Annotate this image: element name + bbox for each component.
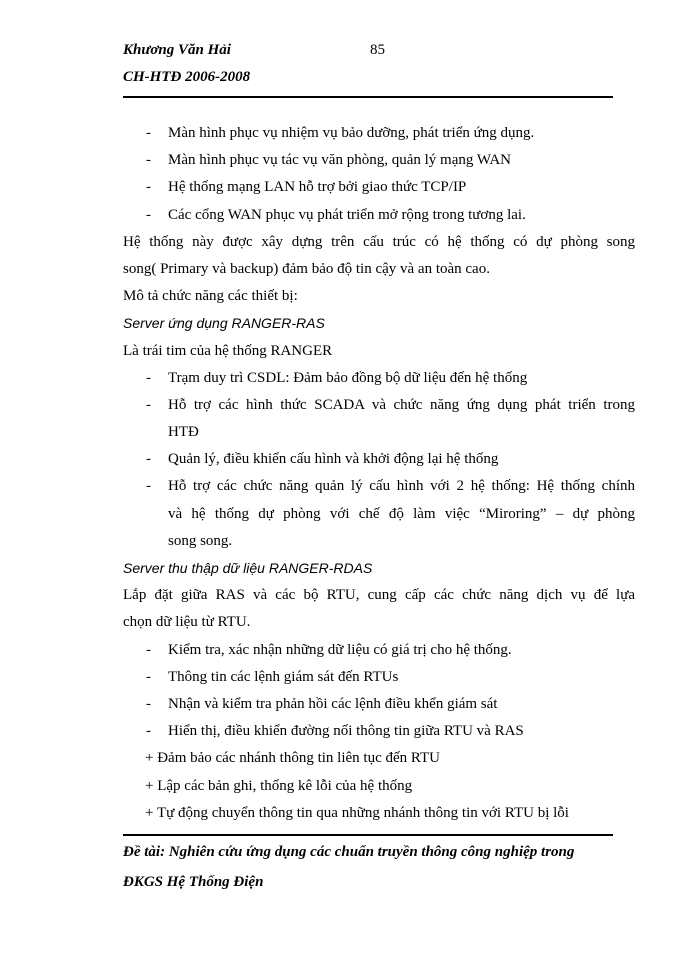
header-course: CH-HTĐ 2006-2008 [123,69,251,85]
paragraph: Mô tả chức năng các thiết bị: [123,288,298,305]
footer-rule [123,834,613,836]
list-item [123,202,635,229]
list-item-text: Hỗ trợ các hình thức SCADA và chức năng ứng dụng phát triển trong [168,396,635,413]
list-item-text: Trạm duy trì CSDL: Đảm bảo đồng bộ dữ liệu đến hệ thống [168,369,528,386]
bullet-dash: - [146,451,151,468]
list-item [123,473,635,500]
bullet-dash: - [146,641,151,658]
list-item-text: Màn hình phục vụ nhiệm vụ bảo dưỡng, phát triển ứng dụng. [168,125,535,141]
list-item [123,147,635,174]
footer [123,837,574,897]
bullet-dash: - [146,369,151,386]
section-title: Server thu thập dữ liệu RANGER-RDAS [123,560,373,576]
paragraph-line: song( Primary và backup) đảm bảo độ tin cậy và an toàn cao. [123,260,490,277]
bullet-dash: - [146,668,151,685]
bullet-dash: - [146,723,151,740]
bullet-dash: - [146,206,151,223]
section-title: Server ứng dụng RANGER-RAS [123,315,325,332]
header-rule [123,96,613,98]
list-item-continuation: HTĐ [168,424,199,441]
list-item [123,365,635,392]
paragraph-line: chọn dữ liệu từ RTU. [123,614,251,631]
page-body [123,120,635,827]
bullet-dash: - [146,179,151,196]
list-item [123,664,635,691]
list-item-text: Hỗ trợ các chức năng quản lý cấu hình với 2 hệ thống: Hệ thống chính [168,478,635,495]
section-intro: Là trái tim của hệ thống RANGER [123,342,333,359]
list-item-continuation: và hệ thống dự phòng với chế độ làm việc “Miroring” – dự phòng [168,505,635,522]
list-item [123,120,635,147]
paragraph-line: Lắp đặt giữa RAS và các bộ RTU, cung cấp các chức năng dịch vụ để lựa [123,587,635,604]
list-item-text: Màn hình phục vụ tác vụ văn phòng, quản lý mạng WAN [168,152,512,169]
list-item-text: Hệ thống mạng LAN hỗ trợ bởi giao thức TCP/IP [168,179,467,196]
list-item-text: Các cổng WAN phục vụ phát triển mở rộng trong tương lai. [168,206,526,223]
list-item [123,691,635,718]
footer-title-line: Đề tài: Nghiên cứu ứng dụng các chuẩn truyền thông công nghiệp trong [123,844,575,860]
list-item-text: Kiểm tra, xác nhận những dữ liệu có giá trị cho hệ thống. [168,641,512,658]
bullet-dash: - [146,695,151,712]
list-item [123,392,635,419]
list-item [123,446,635,473]
list-item [123,174,635,201]
paragraph-line: Hệ thống này được xây dựng trên cấu trúc có hệ thống có dự phòng song [123,233,635,250]
list-item-text: Thông tin các lệnh giám sát đến RTUs [168,668,399,685]
plus-item: + Tự động chuyển thông tin qua những nhánh thông tin với RTU bị lỗi [145,804,569,821]
bullet-dash: - [146,152,151,169]
list-item [123,637,635,664]
footer-title-line: ĐKGS Hệ Thống Điện [123,874,264,890]
bullet-dash: - [146,125,151,141]
list-item-continuation: song song. [168,532,233,549]
plus-item: + Lập các bản ghi, thống kê lỗi của hệ thống [145,777,413,794]
list-item [123,718,635,745]
bullet-dash: - [146,478,151,495]
page-number: 85 [370,42,385,58]
list-item-text: Hiển thị, điều khiển đường nối thông tin giữa RTU và RAS [168,723,524,740]
list-item-text: Quản lý, điều khiển cấu hình và khởi động lại hệ thống [168,451,499,468]
header-author: Khương Văn Hải [123,42,231,58]
bullet-dash: - [146,396,151,413]
list-item-text: Nhận và kiểm tra phản hồi các lệnh điều khển giám sát [168,695,498,712]
plus-item: + Đảm bảo các nhánh thông tin liên tục đến RTU [145,750,440,767]
